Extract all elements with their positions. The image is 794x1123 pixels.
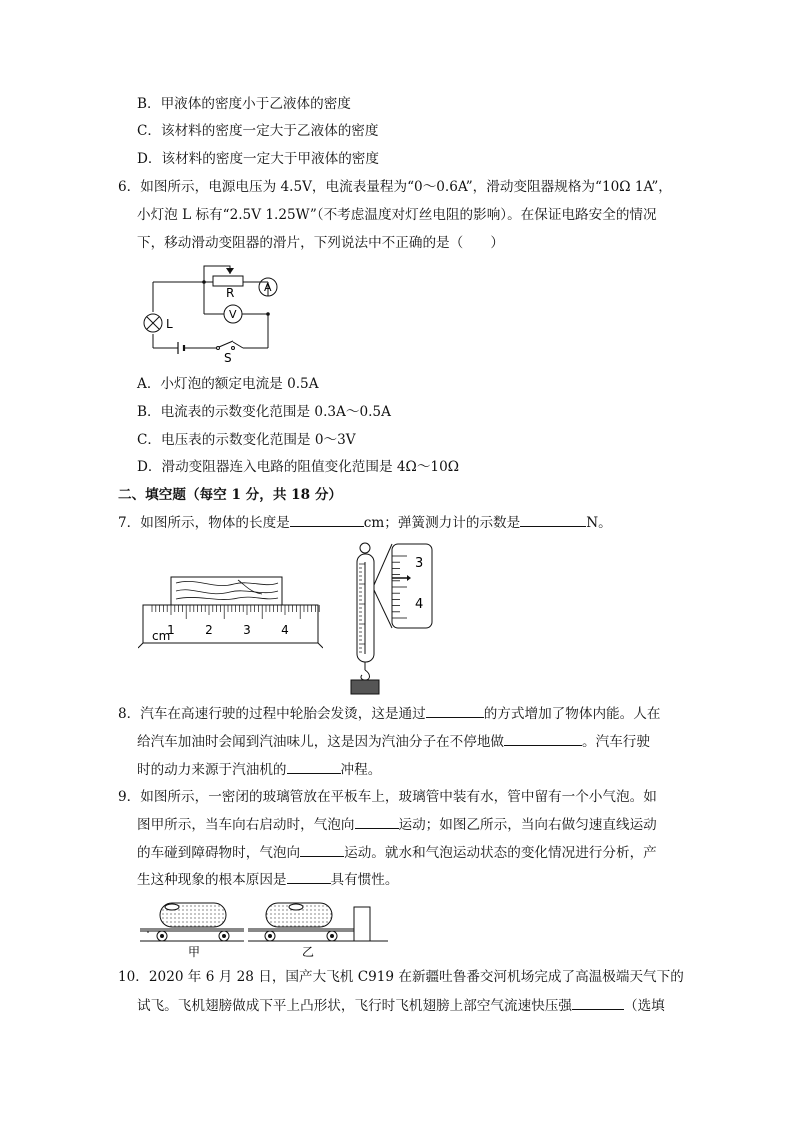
label-v: V <box>229 308 237 321</box>
q6-text-line3: 下，移动滑动变阻器的滑片，下列说法中不正确的是（ ） <box>137 235 505 251</box>
q7-text: 7．如图所示，物体的长度是 cm；弹簧测力计的示数是 N。 <box>118 515 612 531</box>
q9-line4: 生这种现象的根本原因是 具有惯性。 <box>137 872 399 888</box>
q10-line1: 10．2020 年 6 月 28 日，国产大飞机 C919 在新疆吐鲁番交河机场完成了高温极端天气下的 <box>118 969 684 985</box>
cart-figure <box>138 893 398 963</box>
answer-blank-pressure[interactable] <box>572 996 624 1010</box>
answer-blank-motion[interactable] <box>504 732 582 746</box>
q8-line2: 给汽车加油时会闻到汽油味儿，这是因为汽油分子在不停地做 。汽车行驶 <box>137 734 650 750</box>
spring-scale-figure <box>345 538 440 698</box>
scale-tick-label: 4 <box>415 597 424 612</box>
ruler-figure <box>138 572 323 650</box>
label-yi: 乙 <box>302 945 315 959</box>
q9-line1: 9．如图所示，一密闭的玻璃管放在平板车上，玻璃管中装有水，管中留有一个小气泡。如 <box>118 789 657 805</box>
option-d-prev: D．该材料的密度一定大于甲液体的密度 <box>137 151 379 167</box>
label-l: L <box>166 317 173 331</box>
option-b-prev: B．甲液体的密度小于乙液体的密度 <box>137 96 351 112</box>
q8-line3: 时的动力来源于汽油机的 冲程。 <box>137 762 382 778</box>
option-c-prev: C．该材料的密度一定大于乙液体的密度 <box>137 123 379 139</box>
answer-blank-force[interactable] <box>520 513 586 527</box>
answer-blank-inertia[interactable] <box>287 870 331 884</box>
answer-blank-length[interactable] <box>290 513 364 527</box>
label-a: A <box>264 281 272 294</box>
answer-blank-bubble-a[interactable] <box>355 815 399 829</box>
q6-option-b: B．电流表的示数变化范围是 0.3A～0.5A <box>137 404 391 420</box>
q6-option-d: D．滑动变阻器连入电路的阻值变化范围是 4Ω～10Ω <box>137 459 459 475</box>
ruler-tick-label: 2 <box>205 623 213 637</box>
q9-line2: 图甲所示，当车向右启动时，气泡向 运动；如图乙所示，当向右做匀速直线运动 <box>137 817 657 833</box>
circuit-diagram <box>138 262 288 372</box>
q10-line2: 试飞。飞机翅膀做成下平上凸形状，飞行时飞机翅膀上部空气流速快压强 （选填 <box>137 998 665 1014</box>
rheostat-r <box>213 276 243 286</box>
answer-blank-heat[interactable] <box>426 704 484 718</box>
ruler-tick-label: 1 <box>167 623 175 637</box>
answer-blank-stroke[interactable] <box>287 760 341 774</box>
label-r: R <box>226 286 235 300</box>
q6-option-c: C．电压表的示数变化范围是 0～3V <box>137 432 356 448</box>
ruler-unit: cm <box>152 629 171 643</box>
q6-option-a: A．小灯泡的额定电流是 0.5A <box>137 376 319 392</box>
scale-tick-label: 3 <box>415 556 424 571</box>
ruler-tick-label: 3 <box>243 623 251 637</box>
section-heading: 二、填空题（每空 1 分，共 18 分） <box>118 487 343 503</box>
q8-line1: 8．汽车在高速行驶的过程中轮胎会发烫，这是通过 的方式增加了物体内能。人在 <box>118 706 661 722</box>
q6-text-line2: 小灯泡 L 标有“2.5V 1.25W”（不考虑温度对灯丝电阻的影响）。在保证电路安全的情况 <box>137 207 657 223</box>
ruler-tick-label: 4 <box>281 623 289 637</box>
answer-blank-bubble-b[interactable] <box>300 843 344 857</box>
label-jia: 甲 <box>188 945 201 959</box>
q6-text-line1: 6．如图所示，电源电压为 4.5V，电流表量程为“0～0.6A”，滑动变阻器规格为“10Ω 1A”， <box>118 179 672 195</box>
q9-line3: 的车碰到障碍物时，气泡向 运动。就水和气泡运动状态的变化情况进行分析，产 <box>137 845 657 861</box>
label-s: S <box>224 351 232 365</box>
